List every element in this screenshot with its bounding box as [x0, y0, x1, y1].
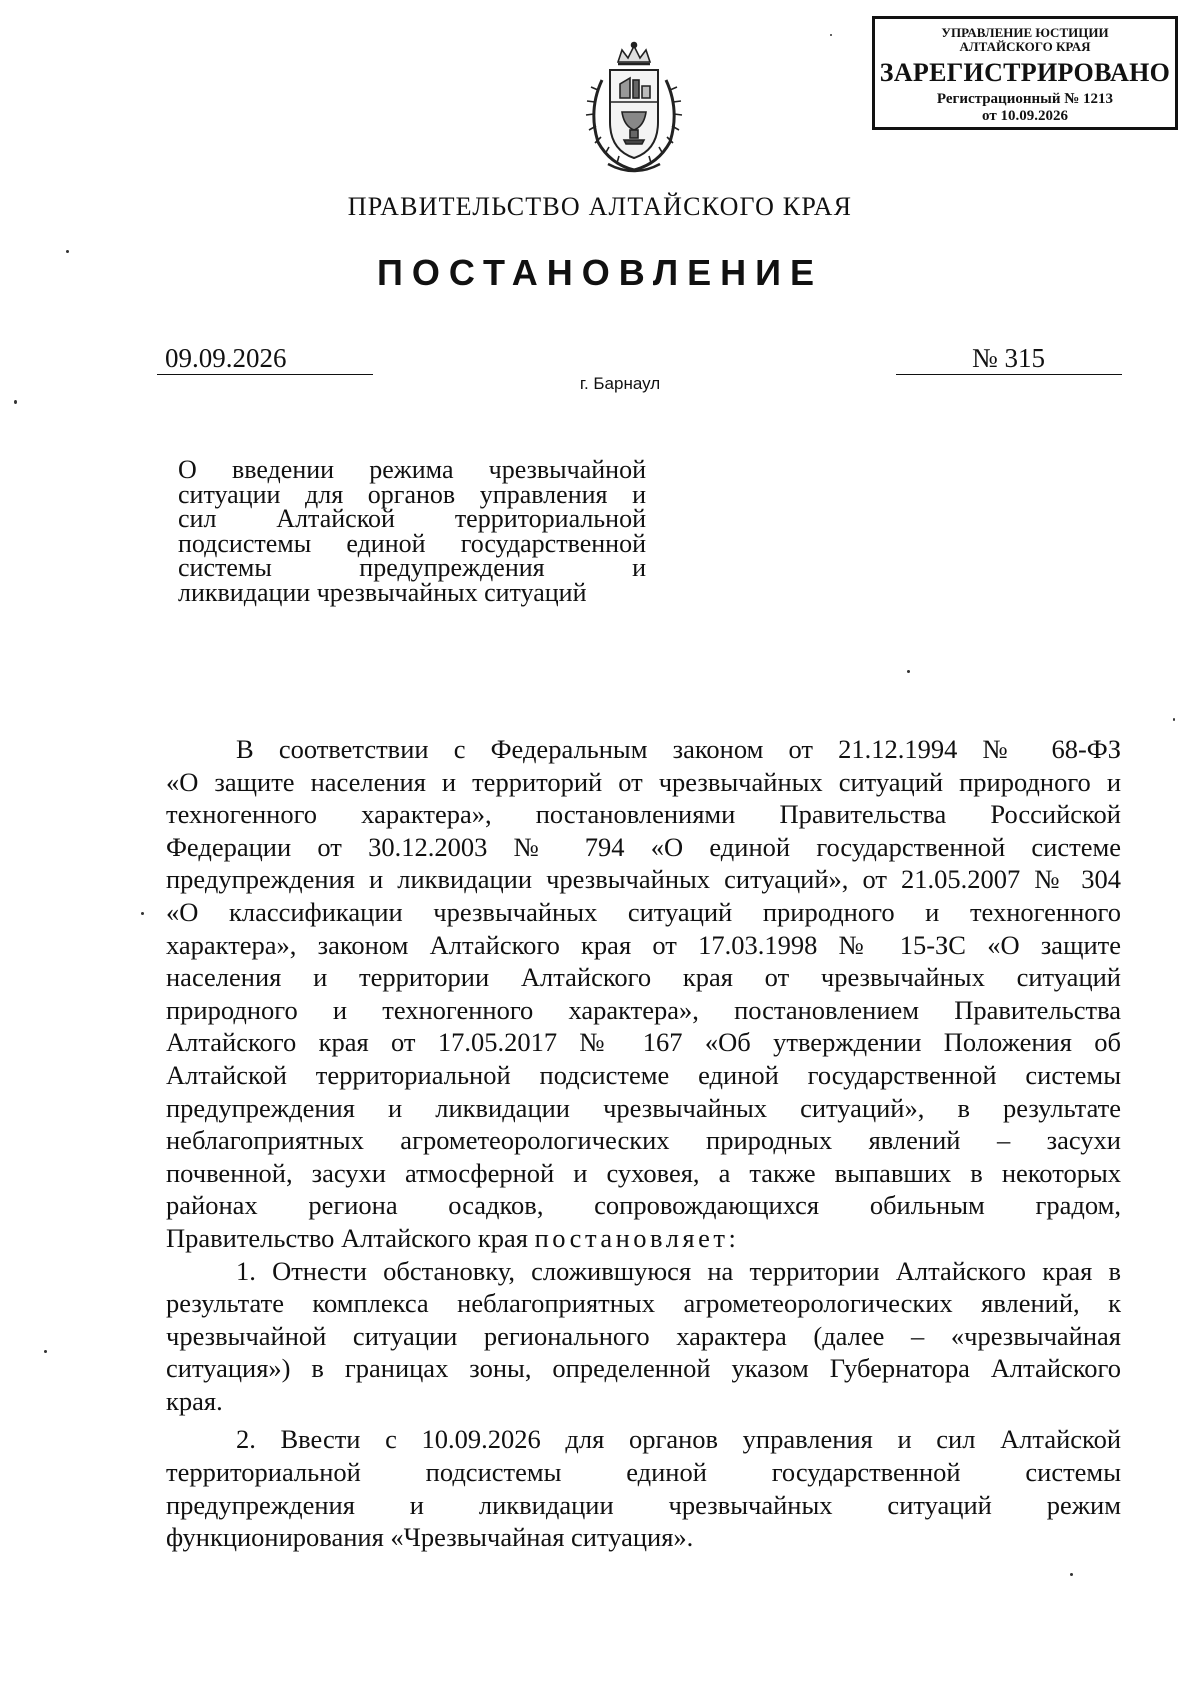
- document-body: [166, 733, 1121, 1554]
- stamp-org-line1: УПРАВЛЕНИЕ ЮСТИЦИИ: [941, 25, 1109, 40]
- item1-line: чрезвычайной ситуации регионального характера (далее – «чрезвычайная: [166, 1320, 1121, 1351]
- preamble-line: неблагоприятных агрометеорологических природных явлений – засухи: [166, 1125, 1121, 1156]
- scan-speck: [66, 250, 69, 253]
- preamble-line: предупреждения и ликвидации чрезвычайных ситуаций», в результате: [166, 1092, 1121, 1123]
- stamp-org-line2: АЛТАЙСКОГО КРАЯ: [959, 39, 1091, 54]
- preamble-line: «О защите населения и территорий от чрезвычайных ситуаций природного и: [166, 766, 1121, 797]
- preamble-line: характера», законом Алтайского края от 17.03.1998 № 15-ЗС «О защите: [166, 929, 1121, 960]
- preamble-final-prefix: Правительство Алтайского края: [166, 1222, 535, 1253]
- subject-line: подсистемы единой государственной: [178, 528, 646, 558]
- stamp-status: ЗАРЕГИСТРИРОВАНО: [879, 58, 1171, 87]
- preamble-line: Алтайского края от 17.05.2017 № 167 «Об утверждении Положения об: [166, 1027, 1121, 1058]
- government-name: ПРАВИТЕЛЬСТВО АЛТАЙСКОГО КРАЯ: [347, 192, 853, 221]
- scan-speck: [907, 670, 910, 673]
- resolves-word: постановляет:: [534, 1222, 740, 1253]
- item1-line: 1. Отнести обстановку, сложившуюся на территории Алтайского края в: [236, 1255, 1121, 1286]
- item1-line: края.: [166, 1385, 223, 1416]
- document-city: г. Барнаул: [579, 374, 661, 393]
- preamble-line: Федерации от 30.12.2003 № 794 «О единой государственной системе: [166, 831, 1121, 862]
- item2-line: территориальной подсистемы единой государственной системы: [166, 1457, 1121, 1488]
- item1-line: ситуация») в границах зоны, определенной указом Губернатора Алтайского: [166, 1353, 1121, 1384]
- document-type: ПОСТАНОВЛЕНИЕ: [377, 252, 823, 293]
- document-number: № 315: [896, 342, 1122, 375]
- scan-speck: [14, 400, 17, 404]
- preamble-line: природного и техногенного характера», постановлением Правительства: [166, 994, 1121, 1025]
- scan-speck: [141, 912, 144, 915]
- subject-line: сил Алтайской территориальной: [178, 504, 646, 533]
- scan-speck: [1070, 1573, 1073, 1576]
- subject-line: О введении режима чрезвычайной: [178, 455, 646, 484]
- item2-line: 2. Ввести с 10.09.2026 для органов управления и сил Алтайской: [236, 1424, 1121, 1455]
- stamp-reg-date: от 10.09.2026: [982, 108, 1068, 124]
- scan-speck: [44, 1350, 47, 1353]
- item2-line: предупреждения и ликвидации чрезвычайных ситуаций режим: [166, 1489, 1121, 1520]
- item2-line: функционирования «Чрезвычайная ситуация».: [166, 1522, 694, 1553]
- document-date: 09.09.2026: [157, 342, 373, 375]
- stamp-reg-number: Регистрационный № 1213: [936, 91, 1114, 107]
- preamble-line: «О классификации чрезвычайных ситуаций природного и техногенного: [166, 896, 1121, 927]
- subject-line: ликвидации чрезвычайных ситуаций: [178, 577, 587, 607]
- coat-of-arms-icon: [578, 40, 690, 178]
- scan-speck: [1173, 718, 1175, 721]
- item1-line: результате комплекса неблагоприятных агрометеорологических явлений, к: [166, 1288, 1121, 1319]
- preamble-line: населения и территории Алтайского края от чрезвычайных ситуаций: [166, 962, 1121, 993]
- preamble-line: техногенного характера», постановлениями Правительства Российской: [166, 799, 1121, 830]
- scan-speck: [830, 34, 832, 36]
- preamble-line: почвенной, засухи атмосферной и суховея, а также выпавших в некоторых: [166, 1157, 1121, 1188]
- preamble-line: районах региона осадков, сопровождающихся обильным градом,: [166, 1190, 1121, 1221]
- subject-line: ситуации для органов управления и: [178, 479, 646, 509]
- preamble-line: Алтайской территориальной подсистеме единой государственной системы: [166, 1059, 1121, 1090]
- registration-stamp: [872, 16, 1178, 130]
- subject-line: системы предупреждения и: [178, 553, 646, 582]
- preamble-final-line: [166, 1222, 1121, 1255]
- document-subject: [178, 455, 646, 607]
- preamble-line: В соответствии с Федеральным законом от 21.12.1994 № 68-ФЗ: [236, 734, 1121, 764]
- preamble-line: предупреждения и ликвидации чрезвычайных ситуаций», от 21.05.2007 № 304: [166, 864, 1121, 895]
